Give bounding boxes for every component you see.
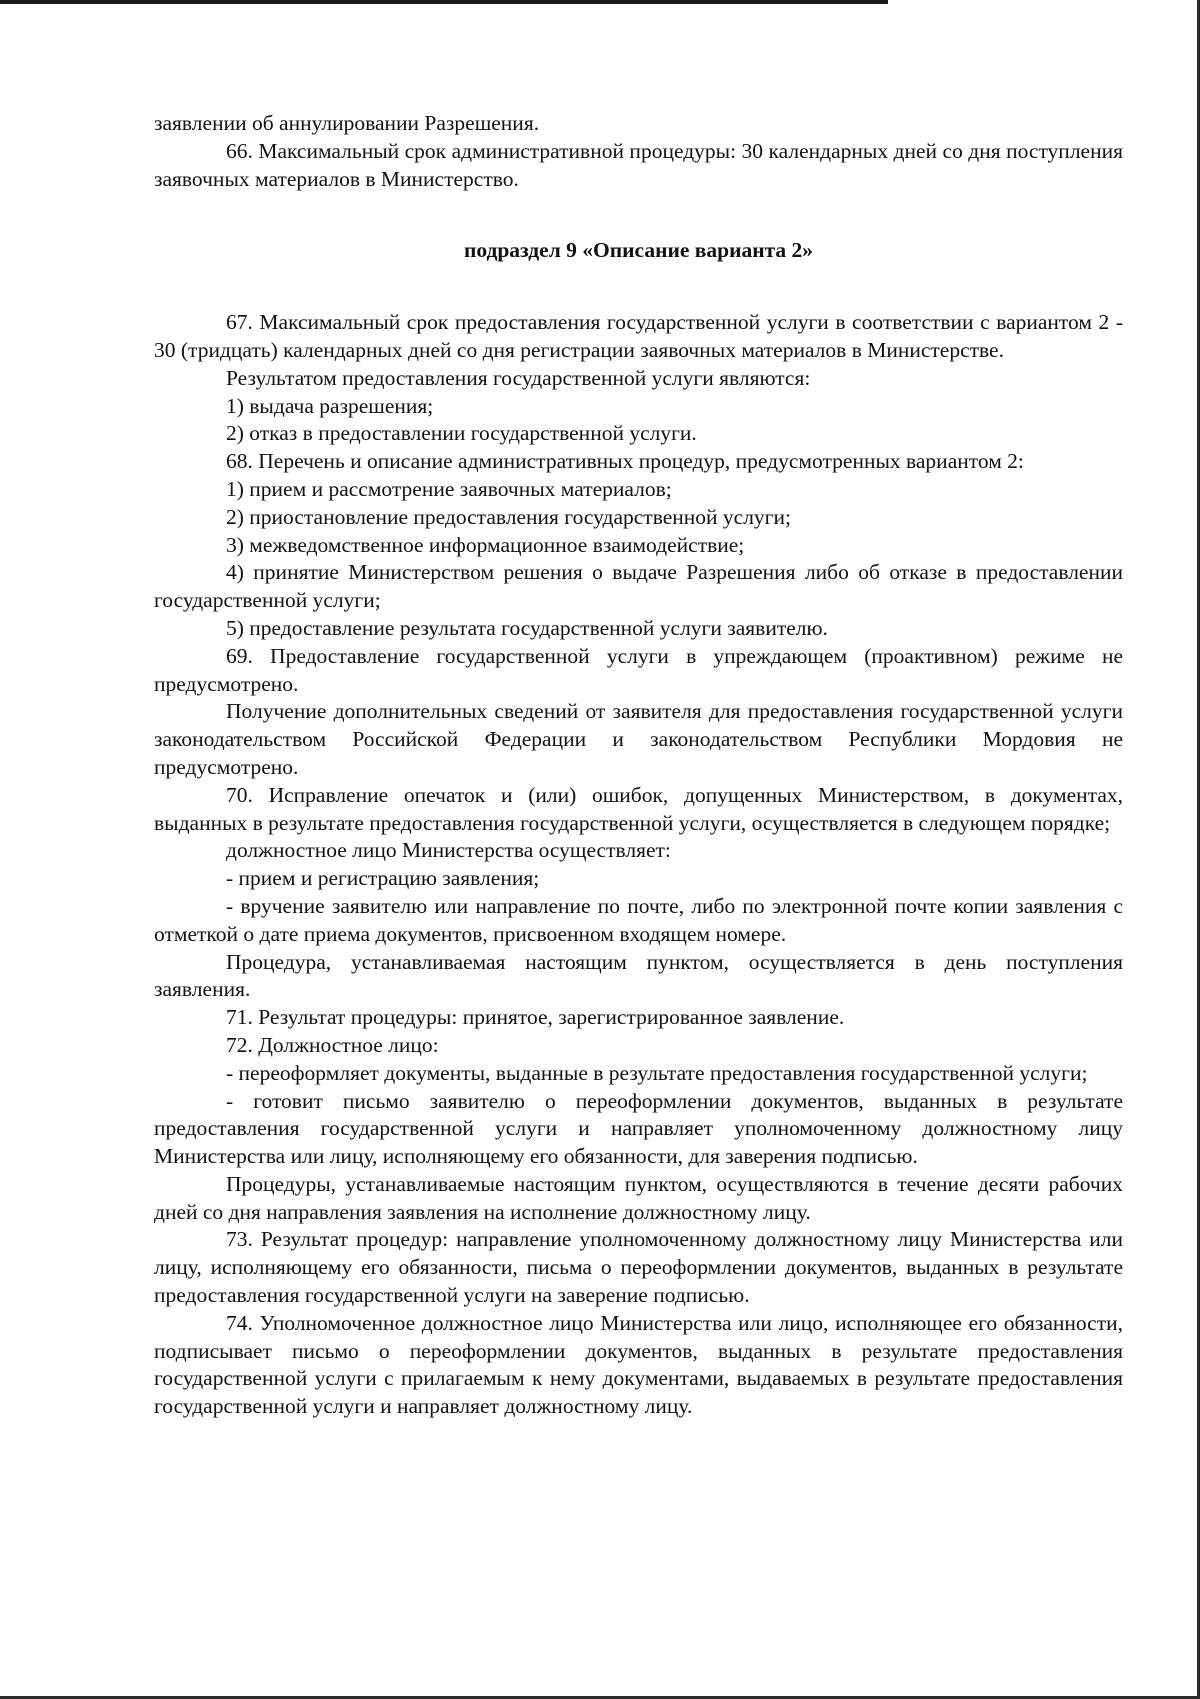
paragraph-70: 70. Исправление опечаток и (или) ошибок, допущенных Министерством, в документах, выданных в результате предоставления государственной услуги, осуществляется в следующем порядке;	[154, 782, 1123, 835]
list-item-official-2: - готовит письмо заявителю о переоформлении документов, выданных в результате предоставления государственной услуги и направляет уполномоченному должностному лицу Министерства или лицу, исполняющему его обязанности, для заверения подписью.	[154, 1088, 1123, 1169]
list-item-official-1: - переоформляет документы, выданные в результате предоставления государственной услуги;	[226, 1060, 1088, 1085]
paragraph-68: 68. Перечень и описание административных процедур, предусмотренных вариантом 2:	[226, 449, 1024, 474]
paragraph-69: 69. Предоставление государственной услуги в упреждающем (проактивном) режиме не предусмотрено.	[154, 643, 1123, 696]
list-item-duty-2: - вручение заявителю или направление по почте, либо по электронной почте копии заявления с отметкой о дате приема документов, присвоенном входящем номере.	[154, 893, 1123, 946]
list-item-procedure-2: 2) приостановление предоставления государственной услуги;	[226, 504, 791, 529]
paragraph-74: 74. Уполномоченное должностное лицо Министерства или лицо, исполняющее его обязанности, подписывает письмо о переоформлении документов, выданных в результате предоставления государственной услуги с прилагаемым к нему документами, выдаваемых в результате предоставления государственной услуги и направляет должностному лицу.	[154, 1310, 1123, 1419]
list-item-result-2: 2) отказ в предоставлении государственной услуги.	[226, 421, 697, 446]
paragraph-67: 67. Максимальный срок предоставления государственной услуги в соответствии с вариантом 2 - 30 (тридцать) календарных дней со дня регистрации заявочных материалов в Министерстве.	[154, 310, 1123, 362]
paragraph-procedure-timing: Процедура, устанавливаемая настоящим пунктом, осуществляется в день поступления заявления.	[154, 949, 1123, 1002]
list-item-procedure-5: 5) предоставление результата государственной услуги заявителю.	[226, 615, 828, 640]
list-item-procedure-4: 4) принятие Министерством решения о выдаче Разрешения либо об отказе в предоставлении государственной услуги;	[154, 560, 1123, 613]
paragraph-71: 71. Результат процедуры: принятое, зарегистрированное заявление.	[226, 1005, 845, 1030]
document-body	[154, 110, 1123, 1421]
paragraph-73: 73. Результат процедур: направление уполномоченному должностному лицу Министерства или лицу, исполняющему его обязанности, письма о переоформлении документов, выданных в результате предоставления государственной услуги на заверение подписью.	[154, 1227, 1123, 1308]
subsection-heading: подраздел 9 «Описание варианта 2»	[463, 238, 814, 263]
paragraph-additional-info: Получение дополнительных сведений от заявителя для предоставления государственной услуги законодательством Российской Федерации и законодательством Республики Мордовия не предусмотрено.	[154, 699, 1123, 779]
paragraph-continuation: заявлении об аннулировании Разрешения.	[154, 111, 540, 135]
paragraph-procedures-timing: Процедуры, устанавливаемые настоящим пунктом, осуществляются в течение десяти рабочих дней со дня направления заявления на исполнение должностному лицу.	[154, 1171, 1123, 1224]
list-item-duty-1: - прием и регистрацию заявления;	[226, 866, 540, 891]
paragraph-72: 72. Должностное лицо:	[226, 1032, 439, 1057]
paragraph-result-intro: Результатом предоставления государственной услуги являются:	[226, 365, 811, 390]
list-item-procedure-3: 3) межведомственное информационное взаимодействие;	[226, 532, 745, 557]
list-item-procedure-1: 1) прием и рассмотрение заявочных материалов;	[226, 476, 672, 501]
scan-border-top	[0, 0, 888, 4]
paragraph-66: 66. Максимальный срок административной процедуры: 30 календарных дней со дня поступления заявочных материалов в Министерство.	[154, 138, 1123, 191]
list-item-result-1: 1) выдача разрешения;	[226, 393, 434, 418]
paragraph-official-duties: должностное лицо Министерства осуществляет:	[226, 838, 671, 863]
